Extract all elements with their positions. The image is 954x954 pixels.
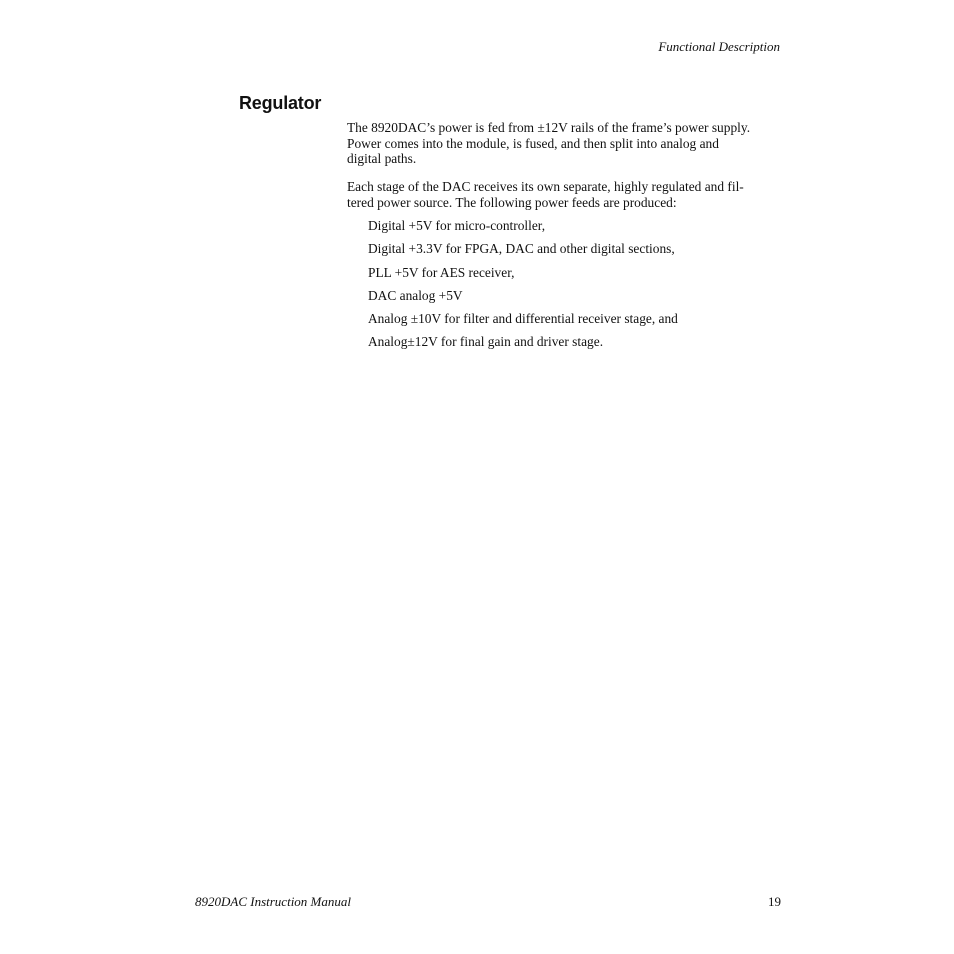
power-feed-item: DAC analog +5V [368, 287, 463, 303]
power-feed-item: Analog ±10V for filter and differential receiver stage, and [368, 311, 678, 327]
paragraph-line: digital paths. [347, 151, 417, 166]
paragraph-line: tered power source. The following power feeds are produced: [347, 194, 677, 210]
power-feed-item: Digital +3.3V for FPGA, DAC and other digital sections, [368, 241, 675, 257]
paragraph-line: Each stage of the DAC receives its own separate, highly regulated and fil- [347, 179, 744, 194]
manual-title: 8920DAC Instruction Manual [195, 894, 351, 909]
paragraph-power-source [347, 120, 787, 167]
page-number: 19 [768, 894, 781, 909]
section-heading: Regulator [239, 93, 322, 113]
paragraph-line: The 8920DAC’s power is fed from ±12V rails of the frame’s power supply. [347, 120, 751, 135]
running-header: Functional Description [658, 39, 780, 54]
power-feed-item: PLL +5V for AES receiver, [368, 264, 515, 280]
paragraph-line: Power comes into the module, is fused, and then split into analog and [347, 135, 719, 151]
paragraph-power-feeds-intro [347, 179, 787, 210]
power-feed-item: Digital +5V for micro-controller, [368, 218, 546, 233]
power-feed-list [368, 218, 678, 358]
power-feed-item: Analog±12V for final gain and driver stage. [368, 334, 604, 350]
